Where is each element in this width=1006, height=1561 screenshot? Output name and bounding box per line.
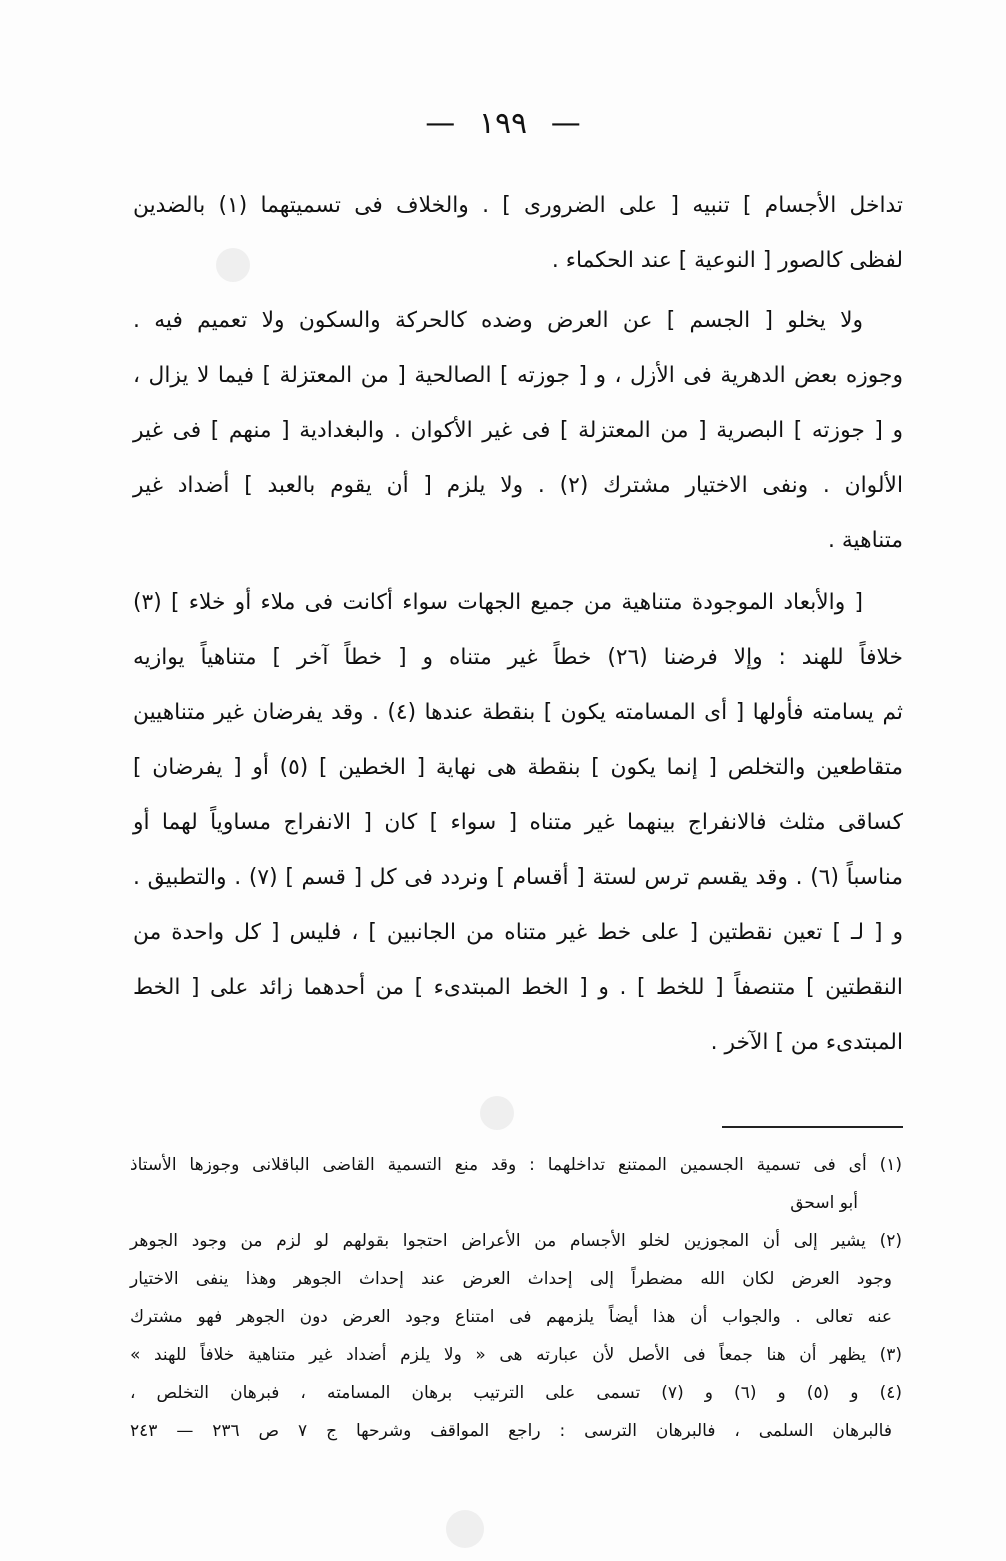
main-text — [133, 178, 903, 1070]
text-line: متقاطعين والتخلص [ إنما يكون ] بنقطة هى نهاية [ الخطين ] (٥) أو [ يفرضان ] — [133, 755, 903, 780]
text-line: لفظى كالصور [ النوعية ] عند الحكماء . — [551, 248, 903, 273]
text-line: النقطتين ] متنصفاً [ للخط ] . و [ الخط المبتدىء ] من أحدهما زائد على [ الخط — [133, 975, 903, 1000]
paragraph — [133, 178, 903, 288]
footnote-marker: (٣) — [879, 1345, 902, 1365]
text-line: وجوزه بعض الدهرية فى الأزل ، و [ جوزته ] الصالحية [ من المعتزلة ] فيما لا يزال ، — [133, 363, 903, 388]
footnote-line: عنه تعالى . والجواب أن هذا أيضاً يلزمهم فى امتناع وجود العرض دون الجوهر فهو مشترك — [130, 1307, 892, 1327]
footnote-line — [130, 1374, 902, 1412]
text-line: [ والأبعاد الموجودة متناهية من جميع الجهات سواء أكانت فى ملاء أو خلاء ] (٣) — [133, 590, 863, 615]
footnote-line: وجود العرض لكان الله مضطراً إلى إحداث العرض عند إحداث الجوهر وهذا ينفى الاختيار — [130, 1269, 892, 1289]
footnote-text: و (٥) و (٦) و (٧) تسمى على الترتيب برهان المسامته ، فبرهان التخلص ، — [130, 1383, 859, 1403]
footnote-marker: (٢) — [879, 1231, 902, 1251]
paragraph — [133, 575, 903, 1070]
text-line: المبتدىء من ] الآخر . — [710, 1030, 903, 1055]
footnote-text: يشير إلى أن المجوزين لخلو الأجسام من الأعراض احتجوا بقولهم لو لزم من وجود الجوهر — [130, 1231, 866, 1251]
scan-blemish — [446, 1510, 484, 1548]
footnote — [130, 1336, 902, 1374]
text-line: مناسباً (٦) . وقد يقسم ترس لستة [ أقسام ] ونردد فى كل [ قسم ] (٧) . والتطبيق . — [133, 865, 903, 890]
text-line: ولا يخلو [ الجسم ] عن العرض وضده كالحركة والسكون ولا تعميم فيه . — [133, 308, 863, 333]
text-line: تداخل الأجسام ] تنبيه [ على الضرورى ] . والخلاف فى تسميتهما (١) بالضدين — [133, 193, 903, 218]
text-line: و [ جوزته ] البصرية [ من المعتزلة ] فى غير الأكوان . والبغدادية [ منهم ] فى غير — [133, 418, 903, 443]
text-line: خلافاً للهند : وإلا فرضنا (٢٦) خطاً غير متناه و [ خطاً آخر ] متناهياً يوازيه — [133, 645, 904, 670]
footnote — [130, 1146, 902, 1222]
footnote — [130, 1222, 902, 1336]
page-number: — ١٩٩ — — [425, 106, 581, 141]
text-line: الألوان . ونفى الاختيار مشترك (٢) . ولا يلزم [ أن يقوم بالعبد ] أضداد غير — [133, 473, 903, 498]
text-line: متناهية . — [828, 528, 903, 553]
text-line: و [ لـ ] تعين نقطتين [ على خط غير متناه من الجانبين ] ، فليس [ كل واحدة من — [133, 920, 903, 945]
footnote-line: فالبرهان السلمى ، فالبرهان الترسى : راجع المواقف وشرحها ج ٧ ص ٢٣٦ — ٢٤٣ — [130, 1421, 892, 1441]
footnotes — [130, 1146, 902, 1450]
text-line: كساقى مثلث فالانفراج بينهما غير متناه [ سواء ] كان [ الانفراج مساوياً لهما أو — [133, 810, 903, 835]
footnote-text: أى فى تسمية الجسمين الممتنع تداخلهما : وقد منع التسمية القاضى الباقلانى وجوزها الأستاذ — [130, 1155, 867, 1175]
footnote — [130, 1374, 902, 1450]
footnote-line: أبو اسحق — [790, 1193, 858, 1213]
scan-blemish — [480, 1096, 514, 1130]
footnote-line — [130, 1336, 902, 1374]
footnote-marker: (١) — [879, 1155, 903, 1175]
text-line: ثم يسامته فأولها [ أى المسامته يكون ] بنقطة عندها (٤) . وقد يفرضان غير متناهيين — [133, 700, 903, 725]
footnote-line — [130, 1222, 902, 1260]
footnote-text: يظهر أن هنا جمعاً فى الأصل لأن عبارته هى « ولا يلزم أضداد غير متناهية خلافاً للهند » — [130, 1345, 866, 1365]
footnote-line — [130, 1146, 902, 1184]
paragraph — [133, 293, 903, 568]
footnote-marker: (٤) — [879, 1383, 903, 1403]
footnote-separator — [722, 1126, 903, 1128]
